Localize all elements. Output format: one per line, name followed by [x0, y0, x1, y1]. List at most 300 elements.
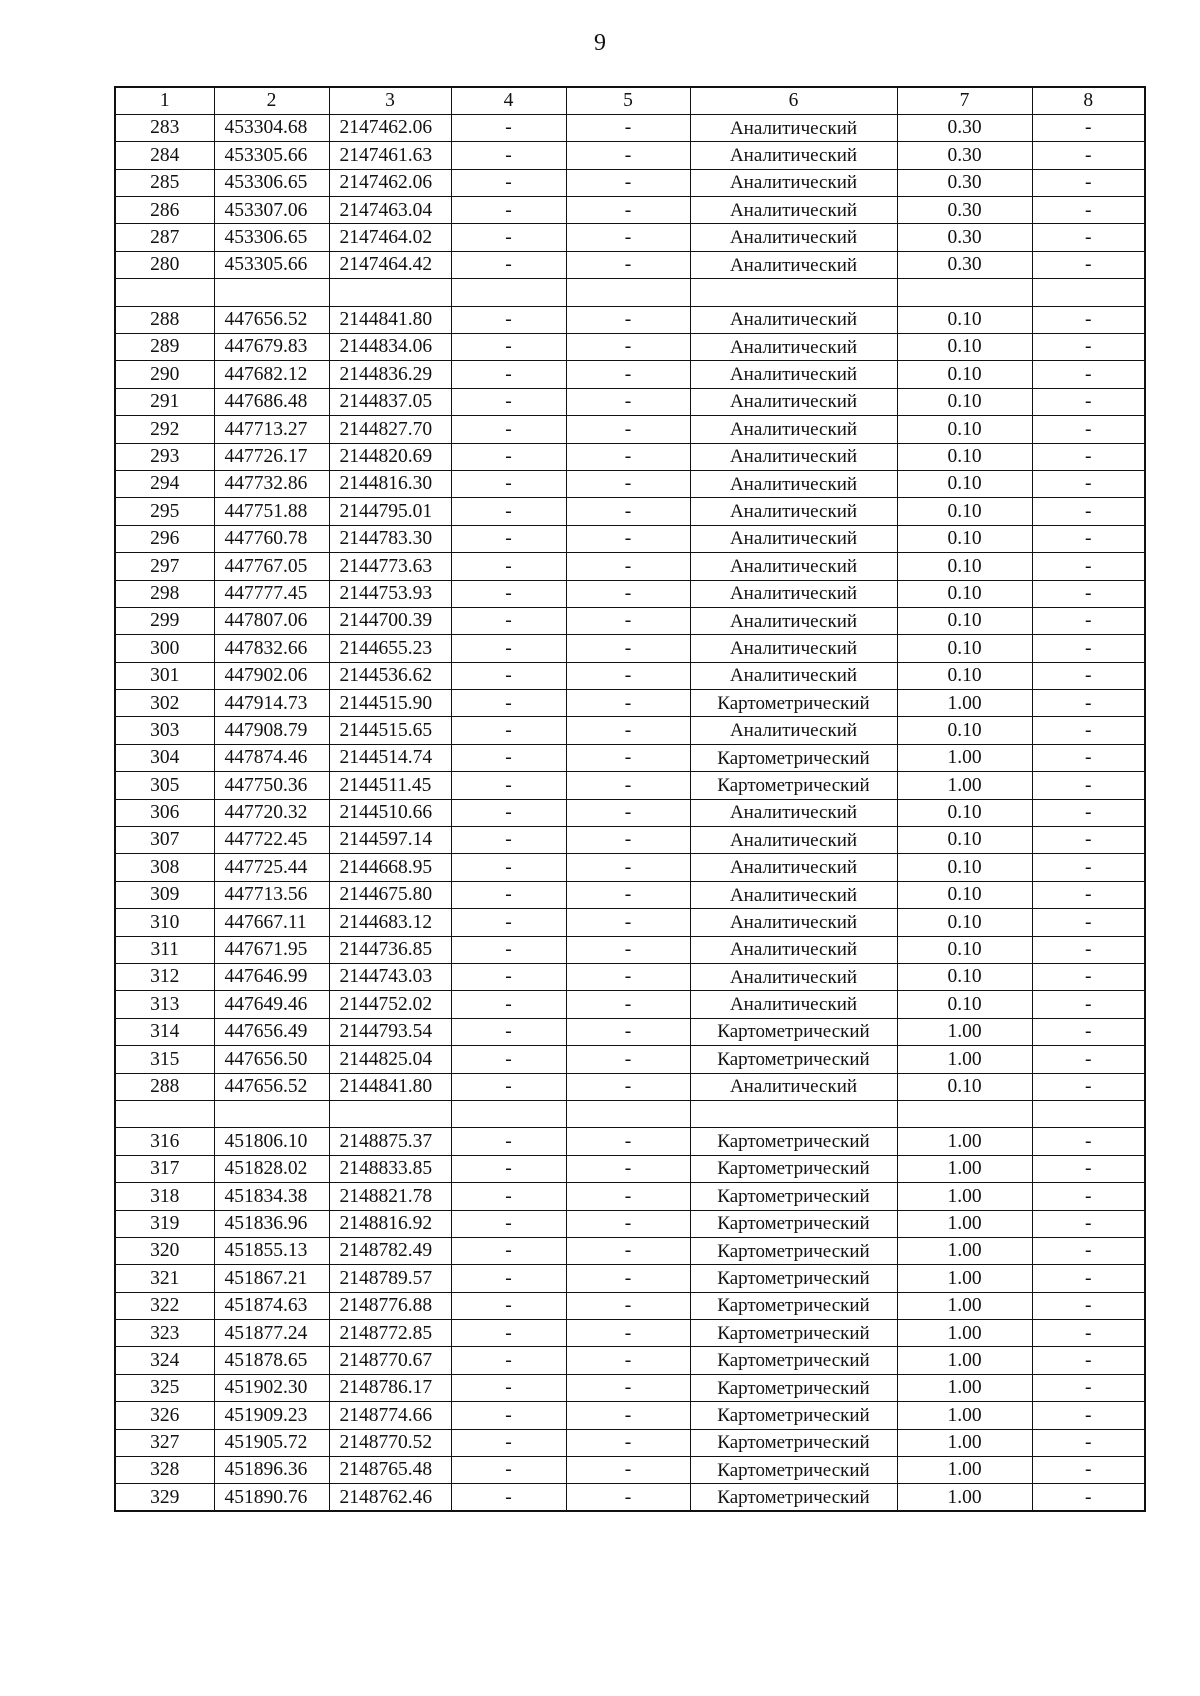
- table-cell-col-8: -: [1032, 1457, 1145, 1484]
- table-cell-col-2: [214, 279, 329, 306]
- table-cell-col-7: 1.00: [897, 772, 1032, 799]
- table-row: [115, 772, 1145, 799]
- table-cell-col-4: -: [451, 1046, 566, 1073]
- table-cell-col-4: -: [451, 1429, 566, 1456]
- table-cell-col-8: -: [1032, 470, 1145, 497]
- table-cell-col-5: -: [566, 470, 690, 497]
- table-cell-col-3: 2147461.63: [329, 142, 451, 169]
- table-cell-col-5: -: [566, 964, 690, 991]
- table-cell-col-5: -: [566, 1292, 690, 1319]
- table-cell-col-2: 447679.83: [214, 334, 329, 361]
- table-row: [115, 306, 1145, 333]
- table-cell-col-2: 451905.72: [214, 1429, 329, 1456]
- table-cell-col-8: [1032, 1100, 1145, 1127]
- table-cell-col-7: 0.10: [897, 1073, 1032, 1100]
- table-cell-col-7: 1.00: [897, 1210, 1032, 1237]
- table-cell-col-7: 0.10: [897, 881, 1032, 908]
- table-cell-col-7: 1.00: [897, 1457, 1032, 1484]
- table-row: [115, 991, 1145, 1018]
- table-cell-col-8: -: [1032, 1484, 1145, 1511]
- table-cell-col-1: 287: [115, 224, 214, 251]
- table-cell-col-1: 291: [115, 388, 214, 415]
- column-header: 6: [690, 87, 897, 114]
- table-cell-col-4: -: [451, 1073, 566, 1100]
- table-cell-col-8: -: [1032, 197, 1145, 224]
- table-cell-col-7: 0.30: [897, 114, 1032, 141]
- table-cell-col-3: 2147463.04: [329, 197, 451, 224]
- header-row: [115, 87, 1145, 114]
- table-cell-col-8: -: [1032, 1155, 1145, 1182]
- table-cell-col-6: Картометрический: [690, 1402, 897, 1429]
- table-cell-col-8: -: [1032, 799, 1145, 826]
- table-cell-col-1: 328: [115, 1457, 214, 1484]
- table-cell-col-5: -: [566, 1073, 690, 1100]
- table-cell-col-1: 307: [115, 827, 214, 854]
- table-cell-col-4: -: [451, 1018, 566, 1045]
- table-cell-col-6: Картометрический: [690, 1018, 897, 1045]
- table-cell-col-4: -: [451, 498, 566, 525]
- table-cell-col-4: -: [451, 361, 566, 388]
- table-row: [115, 1320, 1145, 1347]
- table-cell-col-7: 1.00: [897, 1155, 1032, 1182]
- table-cell-col-2: 447713.27: [214, 416, 329, 443]
- table-cell-col-1: 303: [115, 717, 214, 744]
- table-cell-col-4: -: [451, 553, 566, 580]
- table-cell-col-7: 0.10: [897, 827, 1032, 854]
- table-cell-col-3: 2148789.57: [329, 1265, 451, 1292]
- table-cell-col-3: [329, 279, 451, 306]
- table-cell-col-7: 0.10: [897, 635, 1032, 662]
- table-cell-col-5: -: [566, 169, 690, 196]
- table-row: [115, 279, 1145, 306]
- table-cell-col-3: 2144795.01: [329, 498, 451, 525]
- table-cell-col-5: -: [566, 827, 690, 854]
- table-cell-col-5: -: [566, 690, 690, 717]
- table-cell-col-8: -: [1032, 717, 1145, 744]
- table-cell-col-6: Аналитический: [690, 470, 897, 497]
- table-cell-col-8: -: [1032, 1347, 1145, 1374]
- table-cell-col-5: [566, 279, 690, 306]
- table-cell-col-4: -: [451, 607, 566, 634]
- table-row: [115, 443, 1145, 470]
- table-cell-col-6: Картометрический: [690, 1484, 897, 1511]
- table-cell-col-3: 2144793.54: [329, 1018, 451, 1045]
- table-cell-col-2: 447760.78: [214, 525, 329, 552]
- table-cell-col-1: 311: [115, 936, 214, 963]
- table-cell-col-8: -: [1032, 1018, 1145, 1045]
- table-cell-col-6: Картометрический: [690, 1046, 897, 1073]
- table-cell-col-7: 0.30: [897, 224, 1032, 251]
- table-cell-col-2: 447656.52: [214, 306, 329, 333]
- table-cell-col-2: 447750.36: [214, 772, 329, 799]
- table-cell-col-4: -: [451, 169, 566, 196]
- table-cell-col-2: [214, 1100, 329, 1127]
- table-cell-col-1: 305: [115, 772, 214, 799]
- table-cell-col-2: 447686.48: [214, 388, 329, 415]
- table-cell-col-5: -: [566, 772, 690, 799]
- table-cell-col-2: 451828.02: [214, 1155, 329, 1182]
- table-cell-col-3: 2144743.03: [329, 964, 451, 991]
- table-cell-col-6: Аналитический: [690, 416, 897, 443]
- table-cell-col-3: 2147462.06: [329, 169, 451, 196]
- table-cell-col-6: Аналитический: [690, 224, 897, 251]
- table-cell-col-1: 280: [115, 251, 214, 278]
- table-cell-col-5: -: [566, 416, 690, 443]
- table-cell-col-6: Картометрический: [690, 1292, 897, 1319]
- table-cell-col-5: -: [566, 991, 690, 1018]
- table-cell-col-2: 453304.68: [214, 114, 329, 141]
- table-cell-col-2: 447656.52: [214, 1073, 329, 1100]
- table-cell-col-2: 447914.73: [214, 690, 329, 717]
- table-cell-col-2: 447649.46: [214, 991, 329, 1018]
- table-cell-col-1: 295: [115, 498, 214, 525]
- table-cell-col-5: -: [566, 525, 690, 552]
- table-cell-col-2: 453305.66: [214, 142, 329, 169]
- table-cell-col-6: Аналитический: [690, 169, 897, 196]
- table-row: [115, 1210, 1145, 1237]
- table-cell-col-4: -: [451, 334, 566, 361]
- table-cell-col-3: 2148770.67: [329, 1347, 451, 1374]
- table-cell-col-3: 2144510.66: [329, 799, 451, 826]
- table-cell-col-3: 2144511.45: [329, 772, 451, 799]
- table-cell-col-2: 447656.50: [214, 1046, 329, 1073]
- table-cell-col-5: -: [566, 142, 690, 169]
- table-cell-col-1: 315: [115, 1046, 214, 1073]
- table-cell-col-7: 0.30: [897, 197, 1032, 224]
- table-cell-col-5: -: [566, 1484, 690, 1511]
- table-row: [115, 169, 1145, 196]
- table-cell-col-6: Аналитический: [690, 717, 897, 744]
- table-cell-col-8: -: [1032, 1374, 1145, 1401]
- table-cell-col-7: 0.10: [897, 854, 1032, 881]
- table-cell-col-1: 317: [115, 1155, 214, 1182]
- table-cell-col-8: -: [1032, 991, 1145, 1018]
- table-row: [115, 1484, 1145, 1511]
- table-cell-col-3: 2144841.80: [329, 306, 451, 333]
- table-cell-col-7: [897, 279, 1032, 306]
- table-cell-col-2: 447767.05: [214, 553, 329, 580]
- table-cell-col-5: -: [566, 334, 690, 361]
- table-cell-col-4: -: [451, 1320, 566, 1347]
- column-header: 2: [214, 87, 329, 114]
- table-cell-col-6: Аналитический: [690, 827, 897, 854]
- table-cell-col-2: 447720.32: [214, 799, 329, 826]
- table-cell-col-6: Аналитический: [690, 553, 897, 580]
- table-cell-col-2: 451834.38: [214, 1183, 329, 1210]
- table-cell-col-3: 2148776.88: [329, 1292, 451, 1319]
- table-cell-col-6: Аналитический: [690, 525, 897, 552]
- table-cell-col-8: -: [1032, 635, 1145, 662]
- table-row: [115, 416, 1145, 443]
- table-cell-col-8: -: [1032, 142, 1145, 169]
- table-row: [115, 1128, 1145, 1155]
- table-cell-col-8: -: [1032, 1320, 1145, 1347]
- table-cell-col-1: [115, 1100, 214, 1127]
- table-cell-col-6: Аналитический: [690, 251, 897, 278]
- table-row: [115, 553, 1145, 580]
- table-cell-col-7: 0.10: [897, 964, 1032, 991]
- table-cell-col-3: 2144753.93: [329, 580, 451, 607]
- table-cell-col-1: 321: [115, 1265, 214, 1292]
- table-cell-col-8: -: [1032, 306, 1145, 333]
- table-cell-col-2: 447713.56: [214, 881, 329, 908]
- table-cell-col-7: 1.00: [897, 1018, 1032, 1045]
- table-cell-col-2: 447777.45: [214, 580, 329, 607]
- table-cell-col-3: 2148875.37: [329, 1128, 451, 1155]
- table-cell-col-4: -: [451, 1183, 566, 1210]
- table-cell-col-5: -: [566, 607, 690, 634]
- column-header: 7: [897, 87, 1032, 114]
- table-row: [115, 1073, 1145, 1100]
- table-cell-col-2: 447751.88: [214, 498, 329, 525]
- table-cell-col-3: 2148762.46: [329, 1484, 451, 1511]
- table-cell-col-7: 0.10: [897, 416, 1032, 443]
- table-cell-col-2: 453306.65: [214, 169, 329, 196]
- table-cell-col-6: Картометрический: [690, 690, 897, 717]
- table-cell-col-8: -: [1032, 361, 1145, 388]
- table-cell-col-2: 447908.79: [214, 717, 329, 744]
- table-cell-col-1: 301: [115, 662, 214, 689]
- table-cell-col-7: 1.00: [897, 1320, 1032, 1347]
- table-cell-col-4: -: [451, 443, 566, 470]
- table-cell-col-8: -: [1032, 1237, 1145, 1264]
- table-cell-col-8: -: [1032, 1265, 1145, 1292]
- table-cell-col-4: -: [451, 416, 566, 443]
- table-cell-col-5: -: [566, 662, 690, 689]
- table-cell-col-4: -: [451, 717, 566, 744]
- table-row: [115, 580, 1145, 607]
- table-cell-col-4: -: [451, 936, 566, 963]
- table-cell-col-6: Аналитический: [690, 361, 897, 388]
- table-cell-col-7: 1.00: [897, 1402, 1032, 1429]
- table-cell-col-3: 2148772.85: [329, 1320, 451, 1347]
- table-row: [115, 1457, 1145, 1484]
- table-cell-col-3: 2148782.49: [329, 1237, 451, 1264]
- table-cell-col-4: -: [451, 470, 566, 497]
- table-cell-col-5: -: [566, 635, 690, 662]
- table-cell-col-8: -: [1032, 827, 1145, 854]
- table-cell-col-1: 319: [115, 1210, 214, 1237]
- table-cell-col-2: 453306.65: [214, 224, 329, 251]
- table-cell-col-3: 2144820.69: [329, 443, 451, 470]
- table-cell-col-7: 1.00: [897, 1046, 1032, 1073]
- table-cell-col-1: 292: [115, 416, 214, 443]
- table-cell-col-3: 2144841.80: [329, 1073, 451, 1100]
- table-cell-col-8: -: [1032, 936, 1145, 963]
- table-cell-col-8: -: [1032, 881, 1145, 908]
- table-cell-col-6: Аналитический: [690, 388, 897, 415]
- table-cell-col-7: 1.00: [897, 744, 1032, 771]
- table-cell-col-5: -: [566, 580, 690, 607]
- table-row: [115, 854, 1145, 881]
- table-cell-col-8: -: [1032, 388, 1145, 415]
- table-cell-col-3: 2144536.62: [329, 662, 451, 689]
- table-cell-col-1: 293: [115, 443, 214, 470]
- table-cell-col-1: 296: [115, 525, 214, 552]
- table-row: [115, 690, 1145, 717]
- table-cell-col-4: -: [451, 744, 566, 771]
- table-cell-col-8: -: [1032, 690, 1145, 717]
- table-cell-col-1: 302: [115, 690, 214, 717]
- table-cell-col-7: 1.00: [897, 690, 1032, 717]
- table-cell-col-3: 2148786.17: [329, 1374, 451, 1401]
- table-cell-col-4: -: [451, 1237, 566, 1264]
- table-cell-col-4: -: [451, 1128, 566, 1155]
- table-cell-col-6: Аналитический: [690, 607, 897, 634]
- table-row: [115, 827, 1145, 854]
- table-cell-col-8: -: [1032, 169, 1145, 196]
- table-cell-col-1: 309: [115, 881, 214, 908]
- table-cell-col-6: Картометрический: [690, 1347, 897, 1374]
- table-cell-col-3: 2144773.63: [329, 553, 451, 580]
- table-cell-col-3: 2144752.02: [329, 991, 451, 1018]
- table-cell-col-8: -: [1032, 443, 1145, 470]
- table-cell-col-8: -: [1032, 854, 1145, 881]
- table-cell-col-8: [1032, 279, 1145, 306]
- table-cell-col-7: 1.00: [897, 1265, 1032, 1292]
- table-cell-col-3: 2144837.05: [329, 388, 451, 415]
- table-cell-col-7: 0.10: [897, 443, 1032, 470]
- table-cell-col-5: -: [566, 1128, 690, 1155]
- table-cell-col-7: 1.00: [897, 1429, 1032, 1456]
- table-cell-col-7: 0.10: [897, 580, 1032, 607]
- table-cell-col-6: Аналитический: [690, 964, 897, 991]
- table-cell-col-2: 447807.06: [214, 607, 329, 634]
- table-cell-col-4: [451, 1100, 566, 1127]
- table-row: [115, 361, 1145, 388]
- table-cell-col-6: Аналитический: [690, 580, 897, 607]
- table-row: [115, 717, 1145, 744]
- table-cell-col-3: 2148770.52: [329, 1429, 451, 1456]
- table-cell-col-4: -: [451, 224, 566, 251]
- table-cell-col-6: Аналитический: [690, 142, 897, 169]
- table-cell-col-6: Картометрический: [690, 1374, 897, 1401]
- table-row: [115, 881, 1145, 908]
- table-cell-col-4: -: [451, 306, 566, 333]
- table-cell-col-6: Аналитический: [690, 936, 897, 963]
- table-cell-col-7: 1.00: [897, 1374, 1032, 1401]
- table-row: [115, 142, 1145, 169]
- table-cell-col-3: 2144700.39: [329, 607, 451, 634]
- table-cell-col-1: 300: [115, 635, 214, 662]
- table-row: [115, 964, 1145, 991]
- table-cell-col-7: 0.30: [897, 142, 1032, 169]
- table-cell-col-4: -: [451, 854, 566, 881]
- table-cell-col-4: -: [451, 580, 566, 607]
- table-cell-col-4: -: [451, 1347, 566, 1374]
- table-cell-col-2: 451890.76: [214, 1484, 329, 1511]
- table-row: [115, 744, 1145, 771]
- table-cell-col-6: Аналитический: [690, 1073, 897, 1100]
- table-row: [115, 635, 1145, 662]
- table-cell-col-2: 447874.46: [214, 744, 329, 771]
- table-row: [115, 1292, 1145, 1319]
- table-cell-col-8: -: [1032, 1128, 1145, 1155]
- table-cell-col-3: 2144683.12: [329, 909, 451, 936]
- table-cell-col-5: -: [566, 1210, 690, 1237]
- table-cell-col-4: -: [451, 964, 566, 991]
- table-cell-col-3: 2144816.30: [329, 470, 451, 497]
- table-cell-col-6: Аналитический: [690, 306, 897, 333]
- table-cell-col-3: 2147462.06: [329, 114, 451, 141]
- table-body: [115, 114, 1145, 1511]
- table-cell-col-1: 322: [115, 1292, 214, 1319]
- table-cell-col-6: Картометрический: [690, 1457, 897, 1484]
- table-cell-col-7: 0.10: [897, 334, 1032, 361]
- table-cell-col-5: [566, 1100, 690, 1127]
- table-cell-col-2: 447646.99: [214, 964, 329, 991]
- table-cell-col-1: 325: [115, 1374, 214, 1401]
- table-cell-col-1: 283: [115, 114, 214, 141]
- table-cell-col-6: Аналитический: [690, 854, 897, 881]
- table-cell-col-7: 0.10: [897, 717, 1032, 744]
- column-header: 3: [329, 87, 451, 114]
- table-cell-col-7: 1.00: [897, 1347, 1032, 1374]
- table-row: [115, 1155, 1145, 1182]
- table-cell-col-4: -: [451, 881, 566, 908]
- table-cell-col-7: 1.00: [897, 1484, 1032, 1511]
- table-cell-col-6: Картометрический: [690, 1429, 897, 1456]
- table-cell-col-4: -: [451, 1457, 566, 1484]
- table-cell-col-8: -: [1032, 1073, 1145, 1100]
- table-cell-col-4: -: [451, 197, 566, 224]
- table-cell-col-5: -: [566, 553, 690, 580]
- table-cell-col-3: 2144834.06: [329, 334, 451, 361]
- table-cell-col-7: 0.10: [897, 361, 1032, 388]
- table-cell-col-6: Аналитический: [690, 334, 897, 361]
- table-cell-col-1: 316: [115, 1128, 214, 1155]
- table-cell-col-6: Картометрический: [690, 1210, 897, 1237]
- table-cell-col-2: 447725.44: [214, 854, 329, 881]
- table-cell-col-5: -: [566, 881, 690, 908]
- table-cell-col-4: [451, 279, 566, 306]
- table-cell-col-5: -: [566, 717, 690, 744]
- table-cell-col-3: 2144515.65: [329, 717, 451, 744]
- table-cell-col-3: 2144668.95: [329, 854, 451, 881]
- table-cell-col-4: -: [451, 772, 566, 799]
- table-cell-col-7: 0.30: [897, 251, 1032, 278]
- table-cell-col-5: -: [566, 443, 690, 470]
- table-cell-col-7: 0.10: [897, 909, 1032, 936]
- table-cell-col-2: 447671.95: [214, 936, 329, 963]
- table-cell-col-5: -: [566, 1320, 690, 1347]
- table-cell-col-6: Аналитический: [690, 799, 897, 826]
- table-cell-col-1: 284: [115, 142, 214, 169]
- table-cell-col-2: 453305.66: [214, 251, 329, 278]
- table-cell-col-5: -: [566, 224, 690, 251]
- table-cell-col-6: Аналитический: [690, 881, 897, 908]
- table-cell-col-7: 0.10: [897, 498, 1032, 525]
- table-cell-col-6: Картометрический: [690, 772, 897, 799]
- table-cell-col-7: [897, 1100, 1032, 1127]
- table-row: [115, 388, 1145, 415]
- table-row: [115, 1374, 1145, 1401]
- table-row: [115, 1402, 1145, 1429]
- table-cell-col-5: -: [566, 936, 690, 963]
- table-row: [115, 1347, 1145, 1374]
- table-cell-col-8: -: [1032, 498, 1145, 525]
- table-row: [115, 799, 1145, 826]
- table-cell-col-5: -: [566, 1347, 690, 1374]
- table-cell-col-6: Аналитический: [690, 909, 897, 936]
- table-cell-col-6: Аналитический: [690, 197, 897, 224]
- table-cell-col-1: 299: [115, 607, 214, 634]
- table-cell-col-6: Картометрический: [690, 1183, 897, 1210]
- table-cell-col-4: -: [451, 1402, 566, 1429]
- table-cell-col-4: -: [451, 114, 566, 141]
- table-cell-col-5: -: [566, 1429, 690, 1456]
- table-cell-col-3: 2148765.48: [329, 1457, 451, 1484]
